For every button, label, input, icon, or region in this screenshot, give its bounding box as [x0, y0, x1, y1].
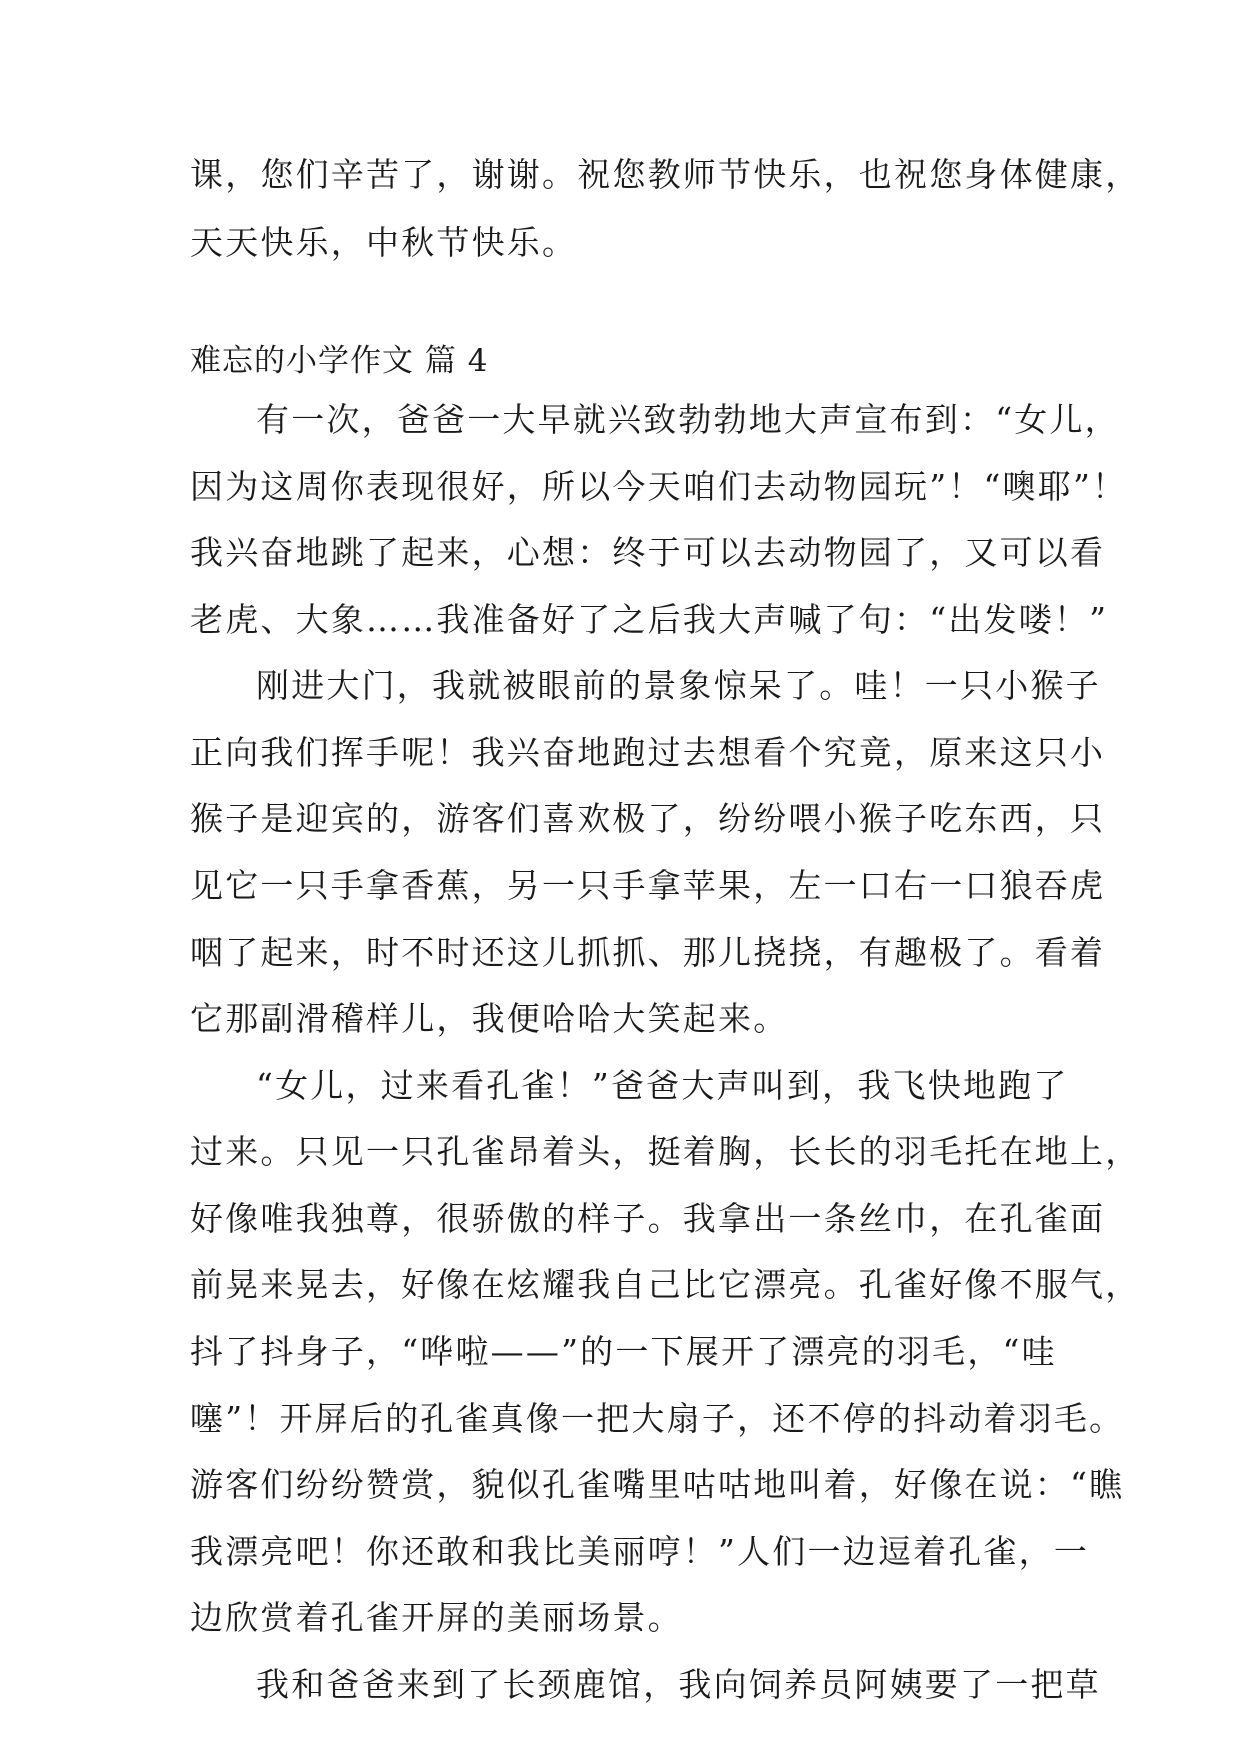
text-line: 它那副滑稽样儿，我便哈哈大笑起来。: [190, 999, 789, 1038]
text-line: 有一次，爸爸一大早就兴致勃勃地大声宣布到：“女儿，: [256, 400, 1120, 439]
text-line: 天天快乐，中秋节快乐。: [190, 223, 578, 262]
text-line: 课，您们辛苦了，谢谢。祝您教师节快乐，也祝您身体健康，: [190, 155, 1141, 194]
text-line: 刚进大门，我就被眼前的景象惊呆了。哇！一只小猴子: [256, 666, 1101, 705]
text-line: 游客们纷纷赞赏，貌似孔雀嘴里咕咕地叫着，好像在说：“瞧: [190, 1465, 1125, 1504]
text-line: “女儿，过来看孔雀！”爸爸大声叫到，我飞快地跑了: [256, 1066, 1069, 1105]
text-line: 我漂亮吧！你还敢和我比美丽哼！”人们一边逗着孔雀，一: [190, 1532, 1090, 1571]
text-line: 我和爸爸来到了长颈鹿馆，我向饲养员阿姨要了一把草: [256, 1665, 1101, 1704]
text-line: 老虎、大象……我准备好了之后我大声喊了句：“出发喽！”: [190, 600, 1109, 639]
text-line: 我兴奋地跳了起来，心想：终于可以去动物园了，又可以看: [190, 533, 1106, 572]
section-title: 难忘的小学作文 篇 4: [190, 343, 489, 379]
text-line: 见它一只手拿香蕉，另一只手拿苹果，左一口右一口狼吞虎: [190, 866, 1106, 905]
text-line: 好像唯我独尊，很骄傲的样子。我拿出一条丝巾，在孔雀面: [190, 1199, 1106, 1238]
text-line: 抖了抖身子，“哗啦——”的一下展开了漂亮的羽毛，“哇: [190, 1332, 1057, 1371]
text-line: 过来。只见一只孔雀昂着头，挺着胸，长长的羽毛托在地上，: [190, 1132, 1141, 1171]
text-line: 正向我们挥手呢！我兴奋地跑过去想看个究竟，原来这只小: [190, 733, 1106, 772]
text-line: 猴子是迎宾的，游客们喜欢极了，纷纷喂小猴子吃东西，只: [190, 799, 1106, 838]
text-line: 前晃来晃去，好像在炫耀我自己比它漂亮。孔雀好像不服气，: [190, 1265, 1141, 1304]
text-line: 边欣赏着孔雀开屏的美丽场景。: [190, 1598, 683, 1637]
text-line: 咽了起来，时不时还这儿抓抓、那儿挠挠，有趣极了。看着: [190, 933, 1106, 972]
text-line: 噻”！开屏后的孔雀真像一把大扇子，还不停的抖动着羽毛。: [190, 1399, 1125, 1438]
text-line: 因为这周你表现很好，所以今天咱们去动物园玩”！“噢耶”！: [190, 467, 1128, 506]
